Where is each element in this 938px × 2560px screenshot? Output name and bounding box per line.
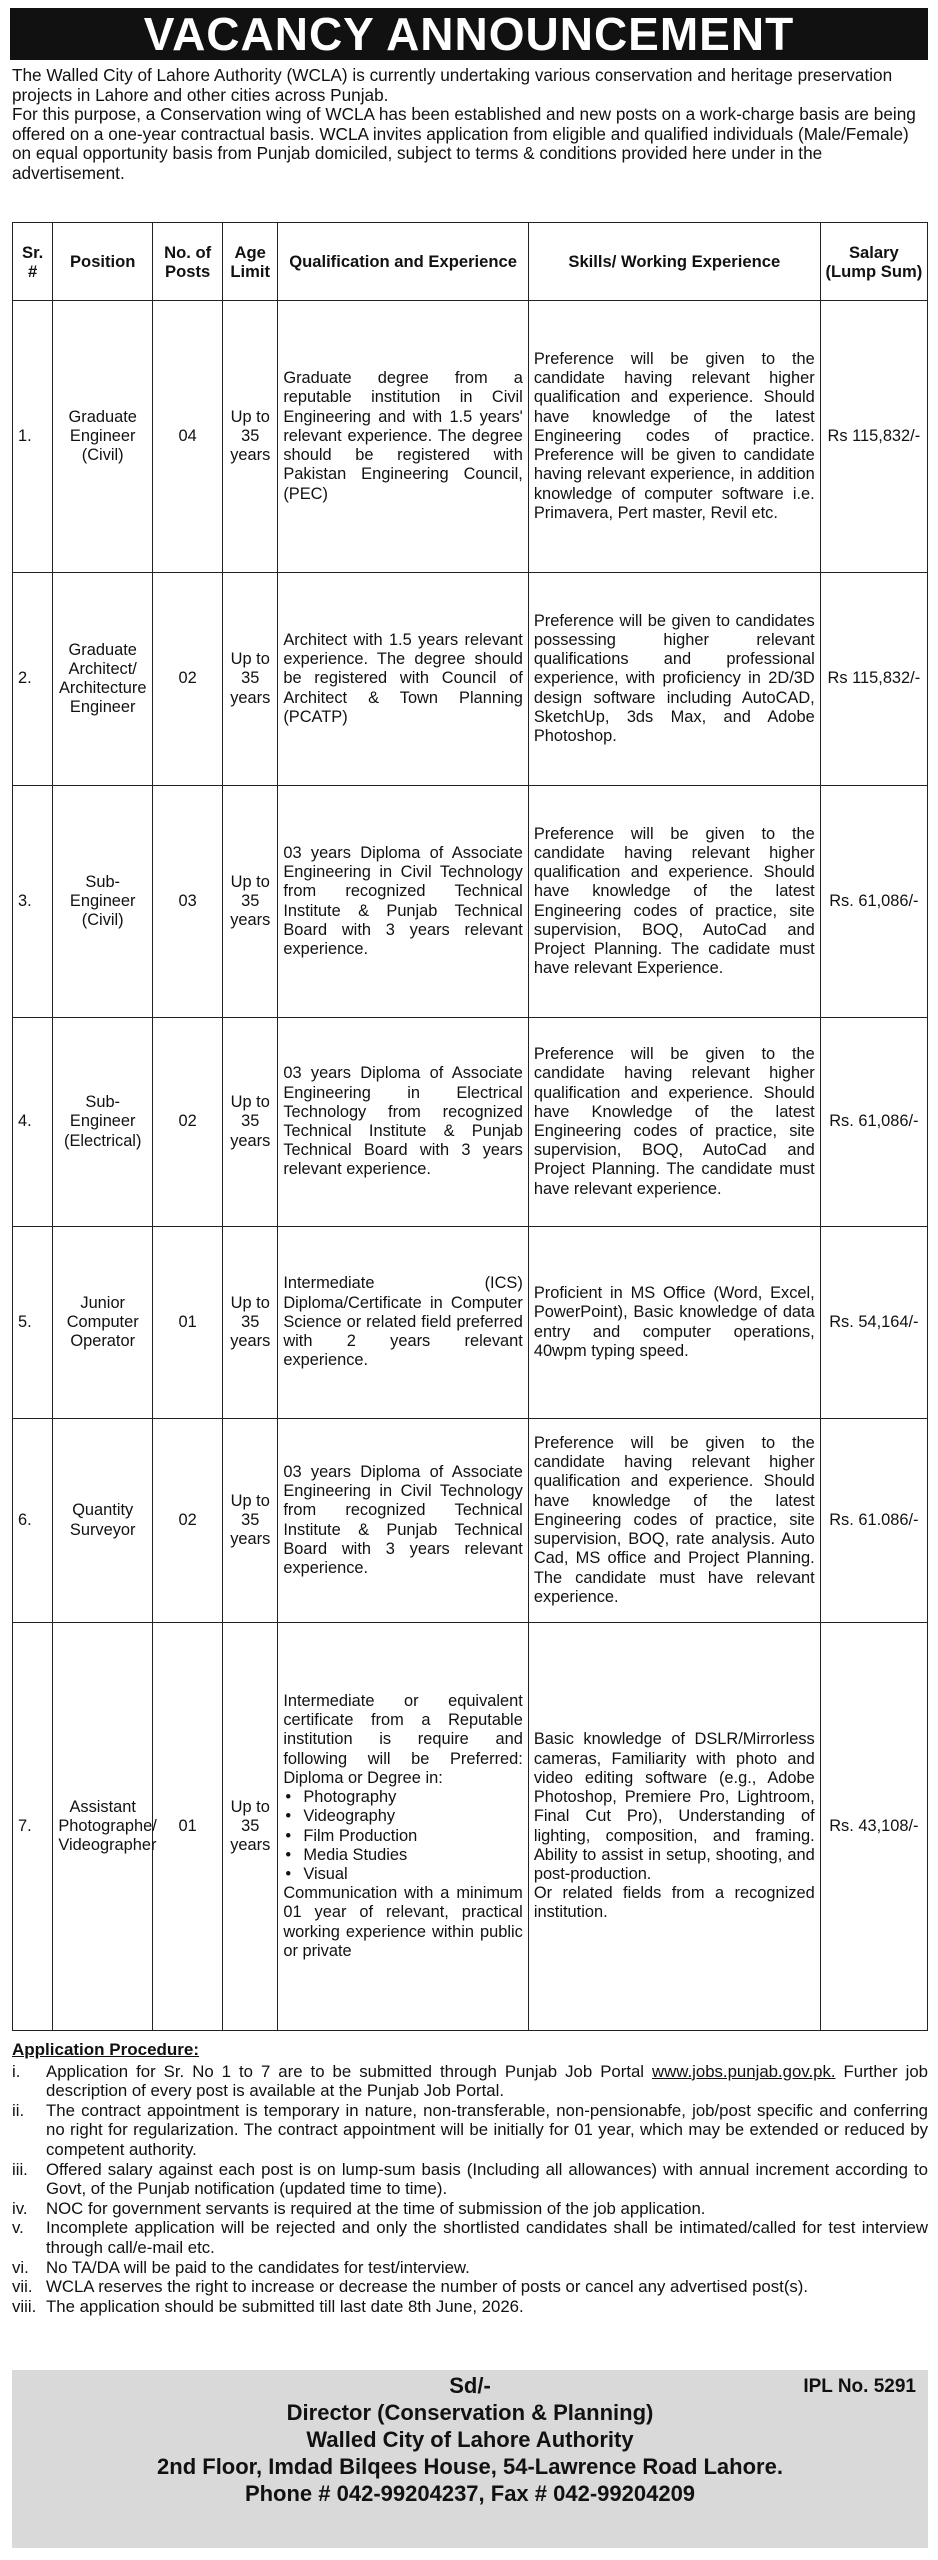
cell-qualification: 03 years Diploma of Associate Engineering in Electrical Technology from recognized Technical Institute & Punjab Technical Board with 3 years relevant experience. — [278, 1018, 529, 1227]
item-text: The contract appointment is temporary in nature, non-transferable, non-pensionabfe, job/post specific and conferring no right for regularization. The contract appointment will be initially for 01 year, which may be extended or reduced by competent authority. — [46, 2100, 928, 2159]
cell-salary: Rs. 61.086/- — [820, 1419, 927, 1623]
qualification-outro: Communication with a minimum 01 year of relevant, practical working experience within public or private — [283, 1884, 523, 1960]
cell-position: Graduate Architect/ Architecture Engineer — [53, 573, 153, 786]
table-header-row — [13, 223, 928, 301]
list-item: • Photography — [283, 1788, 523, 1807]
cell-sr: 1. — [13, 301, 53, 573]
cell-position: Graduate Engineer (Civil) — [53, 301, 153, 573]
table-row — [13, 1227, 928, 1419]
item-text: The application should be submitted till last date 8th June, 2026. — [46, 2296, 524, 2316]
item-text: Incomplete application will be rejected and only the shortlisted candidates shall be intimated/called for test interview through call/e-mail etc. — [46, 2218, 928, 2257]
item-number: vi. — [12, 2257, 29, 2277]
cell-age: Up to 35 years — [223, 301, 278, 573]
organization: Walled City of Lahore Authority — [306, 2427, 634, 2452]
cell-position: Junior Computer Operator — [53, 1227, 153, 1419]
procedure-list — [12, 2062, 928, 2317]
header-salary: Salary (Lump Sum) — [820, 223, 927, 301]
item-number: i. — [12, 2061, 21, 2081]
item-number: iv. — [12, 2198, 28, 2218]
cell-posts: 01 — [153, 1227, 223, 1419]
table-row — [13, 1419, 928, 1623]
skills-extra: Or related fields from a recognized institution. — [533, 1884, 815, 1922]
signature-text — [12, 2370, 928, 2507]
cell-age: Up to 35 years — [223, 1419, 278, 1623]
cell-skills: Preference will be given to candidates possessing higher relevant qualifications and professional experience, with proficiency in 2D/3D design software including AutoCAD, SketchUp, 3ds Max, and Adobe Photoshop. — [528, 573, 820, 786]
item-number: v. — [12, 2218, 24, 2238]
item-text: Offered salary against each post is on lump-sum basis (Including all allowances) with annual increment according to Govt, of the Punjab notification (updated time to time). — [46, 2159, 928, 2199]
job-portal-link[interactable]: www.jobs.punjab.gov.pk. — [652, 2061, 836, 2081]
cell-salary: Rs. 61,086/- — [820, 1018, 927, 1227]
procedure-item — [12, 2199, 928, 2219]
cell-qualification: Graduate degree from a reputable institution in Civil Engineering and with 1.5 years' relevant experience. The degree should be registered with Pakistan Engineering Council, (PEC) — [278, 301, 529, 573]
cell-qualification: 03 years Diploma of Associate Engineering in Civil Technology from recognized Technical Institute & Punjab Technical Board with 3 years relevant experience. — [278, 786, 529, 1018]
cell-skills: Proficient in MS Office (Word, Excel, PowerPoint), Basic knowledge of data entry and computer operations, 40wpm typing speed. — [528, 1227, 820, 1419]
cell-posts: 04 — [153, 301, 223, 573]
header-age: Age Limit — [223, 223, 278, 301]
intro-paragraph: For this purpose, a Conservation wing of WCLA has been established and new posts on a work-charge basis are being offered on a one-year contractual basis. WCLA invites application from eligible and qualified individuals (Male/Female) on equal opportunity basis from Punjab domiciled, subject to terms & conditions provided here under in the advertisement. — [12, 104, 916, 183]
table-row — [13, 786, 928, 1018]
header-position: Position — [53, 223, 153, 301]
procedure-item — [12, 2258, 928, 2278]
cell-position: Quantity Surveyor — [53, 1419, 153, 1623]
page-title: VACANCY ANNOUNCEMENT — [10, 8, 928, 60]
cell-qualification — [278, 1623, 529, 2031]
item-text — [46, 2062, 928, 2101]
procedure-item — [12, 2101, 928, 2160]
cell-skills — [528, 1623, 820, 2031]
application-procedure — [12, 2040, 928, 2316]
cell-posts: 02 — [153, 1018, 223, 1227]
procedure-item — [12, 2277, 928, 2297]
cell-salary: Rs 115,832/- — [820, 573, 927, 786]
cell-position: Assistant Photographe/ Videographer — [53, 1623, 153, 2031]
signed-mark: Sd/- — [449, 2373, 491, 2398]
cell-age: Up to 35 years — [223, 573, 278, 786]
list-item: • Media Studies — [283, 1846, 523, 1865]
cell-posts: 02 — [153, 573, 223, 786]
procedure-item — [12, 2062, 928, 2101]
cell-position: Sub-Engineer (Electrical) — [53, 1018, 153, 1227]
cell-age: Up to 35 years — [223, 1018, 278, 1227]
intro-text — [12, 66, 926, 183]
procedure-item — [12, 2160, 928, 2199]
qualification-intro: Intermediate or equivalent certificate from a Reputable institution is require and following will be Preferred: Diploma or Degree in: — [283, 1692, 523, 1787]
cell-skills: Preference will be given to the candidate having relevant higher qualification and experience. Should have knowledge of the latest Engineering codes of practice. Preference will be given to candidate having relevant experience, in addition knowledge of computer software i.e. Primavera, Pert master, Revil etc. — [528, 301, 820, 573]
contact-phone: Phone # 042-99204237, Fax # 042-99204209 — [244, 2481, 696, 2506]
cell-sr: 5. — [13, 1227, 53, 1419]
cell-salary: Rs. 54,164/- — [820, 1227, 927, 1419]
cell-sr: 2. — [13, 573, 53, 786]
header-posts: No. of Posts — [153, 223, 223, 301]
header-sr: Sr. # — [13, 223, 53, 301]
cell-sr: 3. — [13, 786, 53, 1018]
item-text-part: Further job description of every post is available at the Punjab Job Portal. — [46, 2061, 928, 2101]
address: 2nd Floor, Imdad Bilqees House, 54-Lawrence Road Lahore. — [157, 2454, 783, 2479]
item-text: No TA/DA will be paid to the candidates for test/interview. — [46, 2257, 470, 2277]
cell-salary: Rs 115,832/- — [820, 301, 927, 573]
cell-skills: Preference will be given to the candidate having relevant higher qualification and experience. Should have Knowledge of the latest Engineering codes of practice, site supervision, BOQ, AutoCad and Project Planning. The candidate must have relevant experience. — [528, 1018, 820, 1227]
designation: Director (Conservation & Planning) — [286, 2400, 654, 2425]
cell-qualification: Intermediate (ICS) Diploma/Certificate in Computer Science or related field preferred with 2 years relevant experience. — [278, 1227, 529, 1419]
cell-skills: Preference will be given to the candidate having relevant higher qualification and experience. Should have knowledge of the latest Engineering codes of practice, site supervision, BOQ, rate analysis. Auto Cad, MS office and Project Planning. The candidate must have relevant experience. — [528, 1419, 820, 1623]
cell-age: Up to 35 years — [223, 786, 278, 1018]
procedure-title: Application Procedure: — [12, 2040, 200, 2059]
item-number: viii. — [12, 2296, 37, 2316]
procedure-item — [12, 2218, 928, 2257]
table-row — [13, 1018, 928, 1227]
cell-posts: 01 — [153, 1623, 223, 2031]
table-row — [13, 1623, 928, 2031]
cell-posts: 03 — [153, 786, 223, 1018]
cell-posts: 02 — [153, 1419, 223, 1623]
cell-salary: Rs. 43,108/- — [820, 1623, 927, 2031]
item-text: NOC for government servants is required at the time of submission of the job application. — [46, 2198, 706, 2218]
list-item: • Videography — [283, 1807, 523, 1826]
signature-block — [12, 2370, 928, 2548]
list-item: • Film Production — [283, 1827, 523, 1846]
cell-age: Up to 35 years — [223, 1227, 278, 1419]
item-number: ii. — [12, 2100, 25, 2120]
item-text-part: Application for Sr. No 1 to 7 are to be submitted through Punjab Job Portal — [46, 2061, 653, 2081]
header-qualification: Qualification and Experience — [278, 223, 529, 301]
cell-skills: Preference will be given to the candidate having relevant higher qualification and experience. Should have knowledge of the latest Engineering codes of practice, site supervision, BOQ, AutoCad and Project Planning. The cadidate must have relevant Experience. — [528, 786, 820, 1018]
item-number: iii. — [12, 2159, 28, 2179]
cell-age: Up to 35 years — [223, 1623, 278, 2031]
cell-sr: 6. — [13, 1419, 53, 1623]
ipl-number: IPL No. 5291 — [803, 2376, 916, 2397]
table-row — [13, 573, 928, 786]
intro-paragraph: The Walled City of Lahore Authority (WCLA) is currently undertaking various conservation and heritage preservation projects in Lahore and other cities across Punjab. — [12, 65, 893, 105]
cell-sr: 4. — [13, 1018, 53, 1227]
procedure-item — [12, 2297, 928, 2317]
list-item: • Visual — [283, 1865, 523, 1884]
cell-position: Sub-Engineer (Civil) — [53, 786, 153, 1018]
vacancy-table — [12, 222, 928, 2031]
cell-qualification: 03 years Diploma of Associate Engineering in Civil Technology from recognized Technical Institute & Punjab Technical Board with 3 years relevant experience. — [278, 1419, 529, 1623]
skills-text: Basic knowledge of DSLR/Mirrorless cameras, Familiarity with photo and video editing software (e.g., Adobe Photoshop, Premiere Pro, Lightroom, Final Cut Pro), Understanding of lighting, composition, and framing. Ability to assist in setup, shooting, and post-production. — [533, 1730, 815, 1883]
cell-salary: Rs. 61,086/- — [820, 786, 927, 1018]
table-row — [13, 301, 928, 573]
header-skills: Skills/ Working Experience — [528, 223, 820, 301]
cell-qualification: Architect with 1.5 years relevant experience. The degree should be registered with Council of Architect & Town Planning (PCATP) — [278, 573, 529, 786]
qualification-list — [283, 1788, 523, 1884]
cell-sr: 7. — [13, 1623, 53, 2031]
item-text: WCLA reserves the right to increase or decrease the number of posts or cancel any advertised post(s). — [46, 2277, 809, 2297]
item-number: vii. — [12, 2277, 33, 2297]
